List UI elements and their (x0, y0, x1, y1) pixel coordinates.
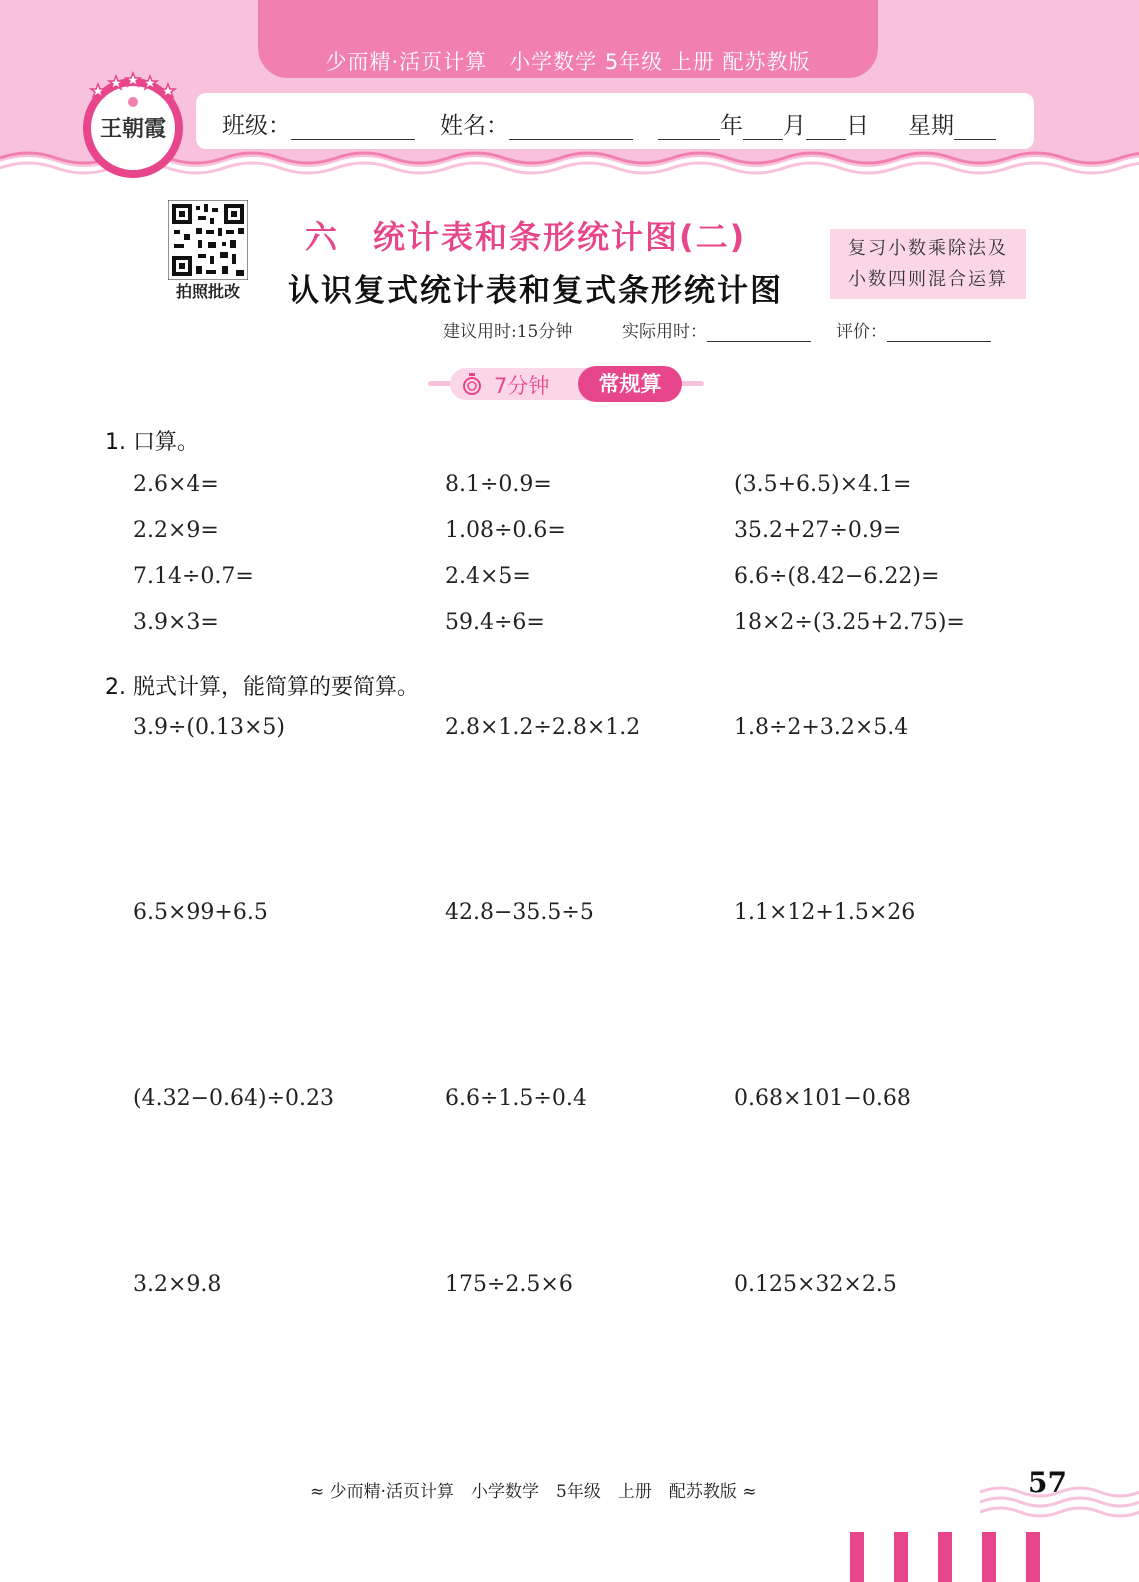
lesson-subtitle: 认识复式统计表和复式条形统计图 (288, 273, 783, 309)
q2-heading: 2. 脱式计算，能简算的要简算。 (105, 675, 419, 700)
weekday-label: 星期 (908, 113, 954, 139)
q1-item: 2.2×9= (133, 518, 219, 543)
month-label: 月 (783, 113, 806, 139)
q2-item: 175÷2.5×6 (445, 1272, 573, 1297)
name-field[interactable] (440, 107, 633, 140)
q2-item: 0.68×101−0.68 (734, 1086, 911, 1111)
class-field[interactable] (222, 107, 415, 140)
year-blank[interactable] (658, 117, 720, 140)
review-box (830, 229, 1026, 299)
q1-item: 1.08÷0.6= (445, 518, 566, 543)
q1-item: 2.4×5= (445, 564, 531, 589)
qr-label: 拍照批改 (175, 282, 240, 301)
suggested-time: 建议用时:15分钟 (443, 322, 573, 342)
actual-time-field[interactable] (622, 317, 811, 342)
day-label: 日 (846, 113, 869, 139)
q2-item: 6.6÷1.5÷0.4 (445, 1086, 587, 1111)
rating-blank[interactable] (887, 323, 991, 342)
q2-item: 0.125×32×2.5 (734, 1272, 897, 1297)
actual-time-blank[interactable] (707, 323, 811, 342)
month-blank[interactable] (743, 117, 783, 140)
badge-time: 7分钟 (494, 374, 550, 398)
q2-item: 1.1×12+1.5×26 (734, 900, 916, 925)
rating-field[interactable] (836, 317, 991, 342)
stopwatch-icon (462, 373, 482, 395)
year-label: 年 (720, 113, 743, 139)
review-line-1: 复习小数乘除法及 (848, 238, 1008, 259)
name-blank[interactable] (509, 117, 633, 140)
series-title: 少而精·活页计算 小学数学 5年级 上册 配苏教版 (325, 50, 811, 74)
weekday-blank[interactable] (954, 117, 996, 140)
q1-item: 8.1÷0.9= (445, 472, 552, 497)
q2-item: 6.5×99+6.5 (133, 900, 268, 925)
q1-item: 7.14÷0.7= (133, 564, 254, 589)
q1-item: 3.9×3= (133, 610, 219, 635)
q2-item: (4.32−0.64)÷0.23 (133, 1086, 334, 1111)
date-field[interactable] (658, 107, 869, 140)
q2-item: 1.8÷2+3.2×5.4 (734, 715, 909, 740)
rating-label: 评价： (836, 322, 887, 342)
q2-item: 3.9÷(0.13×5) (133, 715, 286, 740)
qr-code-icon[interactable] (168, 200, 248, 280)
q1-item: 35.2+27÷0.9= (734, 518, 902, 543)
badge-tag: 常规算 (578, 366, 682, 402)
weekday-field[interactable] (908, 107, 996, 140)
brand-logo-icon (78, 70, 188, 180)
q1-item: (3.5+6.5)×4.1= (734, 472, 912, 497)
footer-wave-decoration (980, 1484, 1139, 1524)
footer-bar-decoration (848, 1532, 1048, 1582)
q1-item: 6.6÷(8.42−6.22)= (734, 564, 940, 589)
q1-heading: 1. 口算。 (105, 430, 199, 455)
q2-item: 2.8×1.2÷2.8×1.2 (445, 715, 641, 740)
footer-text: ≈ 少而精·活页计算 小学数学 5年级 上册 配苏教版 ≈ (310, 1482, 757, 1502)
class-label: 班级： (222, 113, 291, 139)
review-line-2: 小数四则混合运算 (848, 269, 1008, 290)
q2-item: 42.8−35.5÷5 (445, 900, 594, 925)
q1-item: 18×2÷(3.25+2.75)= (734, 610, 965, 635)
q1-item: 2.6×4= (133, 472, 219, 497)
actual-time-label: 实际用时： (622, 322, 707, 342)
logo-text: 王朝霞 (99, 116, 167, 142)
class-blank[interactable] (291, 117, 415, 140)
name-label: 姓名： (440, 113, 509, 139)
q2-item: 3.2×9.8 (133, 1272, 222, 1297)
page-number: 57 (1028, 1466, 1067, 1499)
q1-item: 59.4÷6= (445, 610, 545, 635)
day-blank[interactable] (806, 117, 846, 140)
chapter-title: 六 统计表和条形统计图(二) (305, 218, 747, 256)
